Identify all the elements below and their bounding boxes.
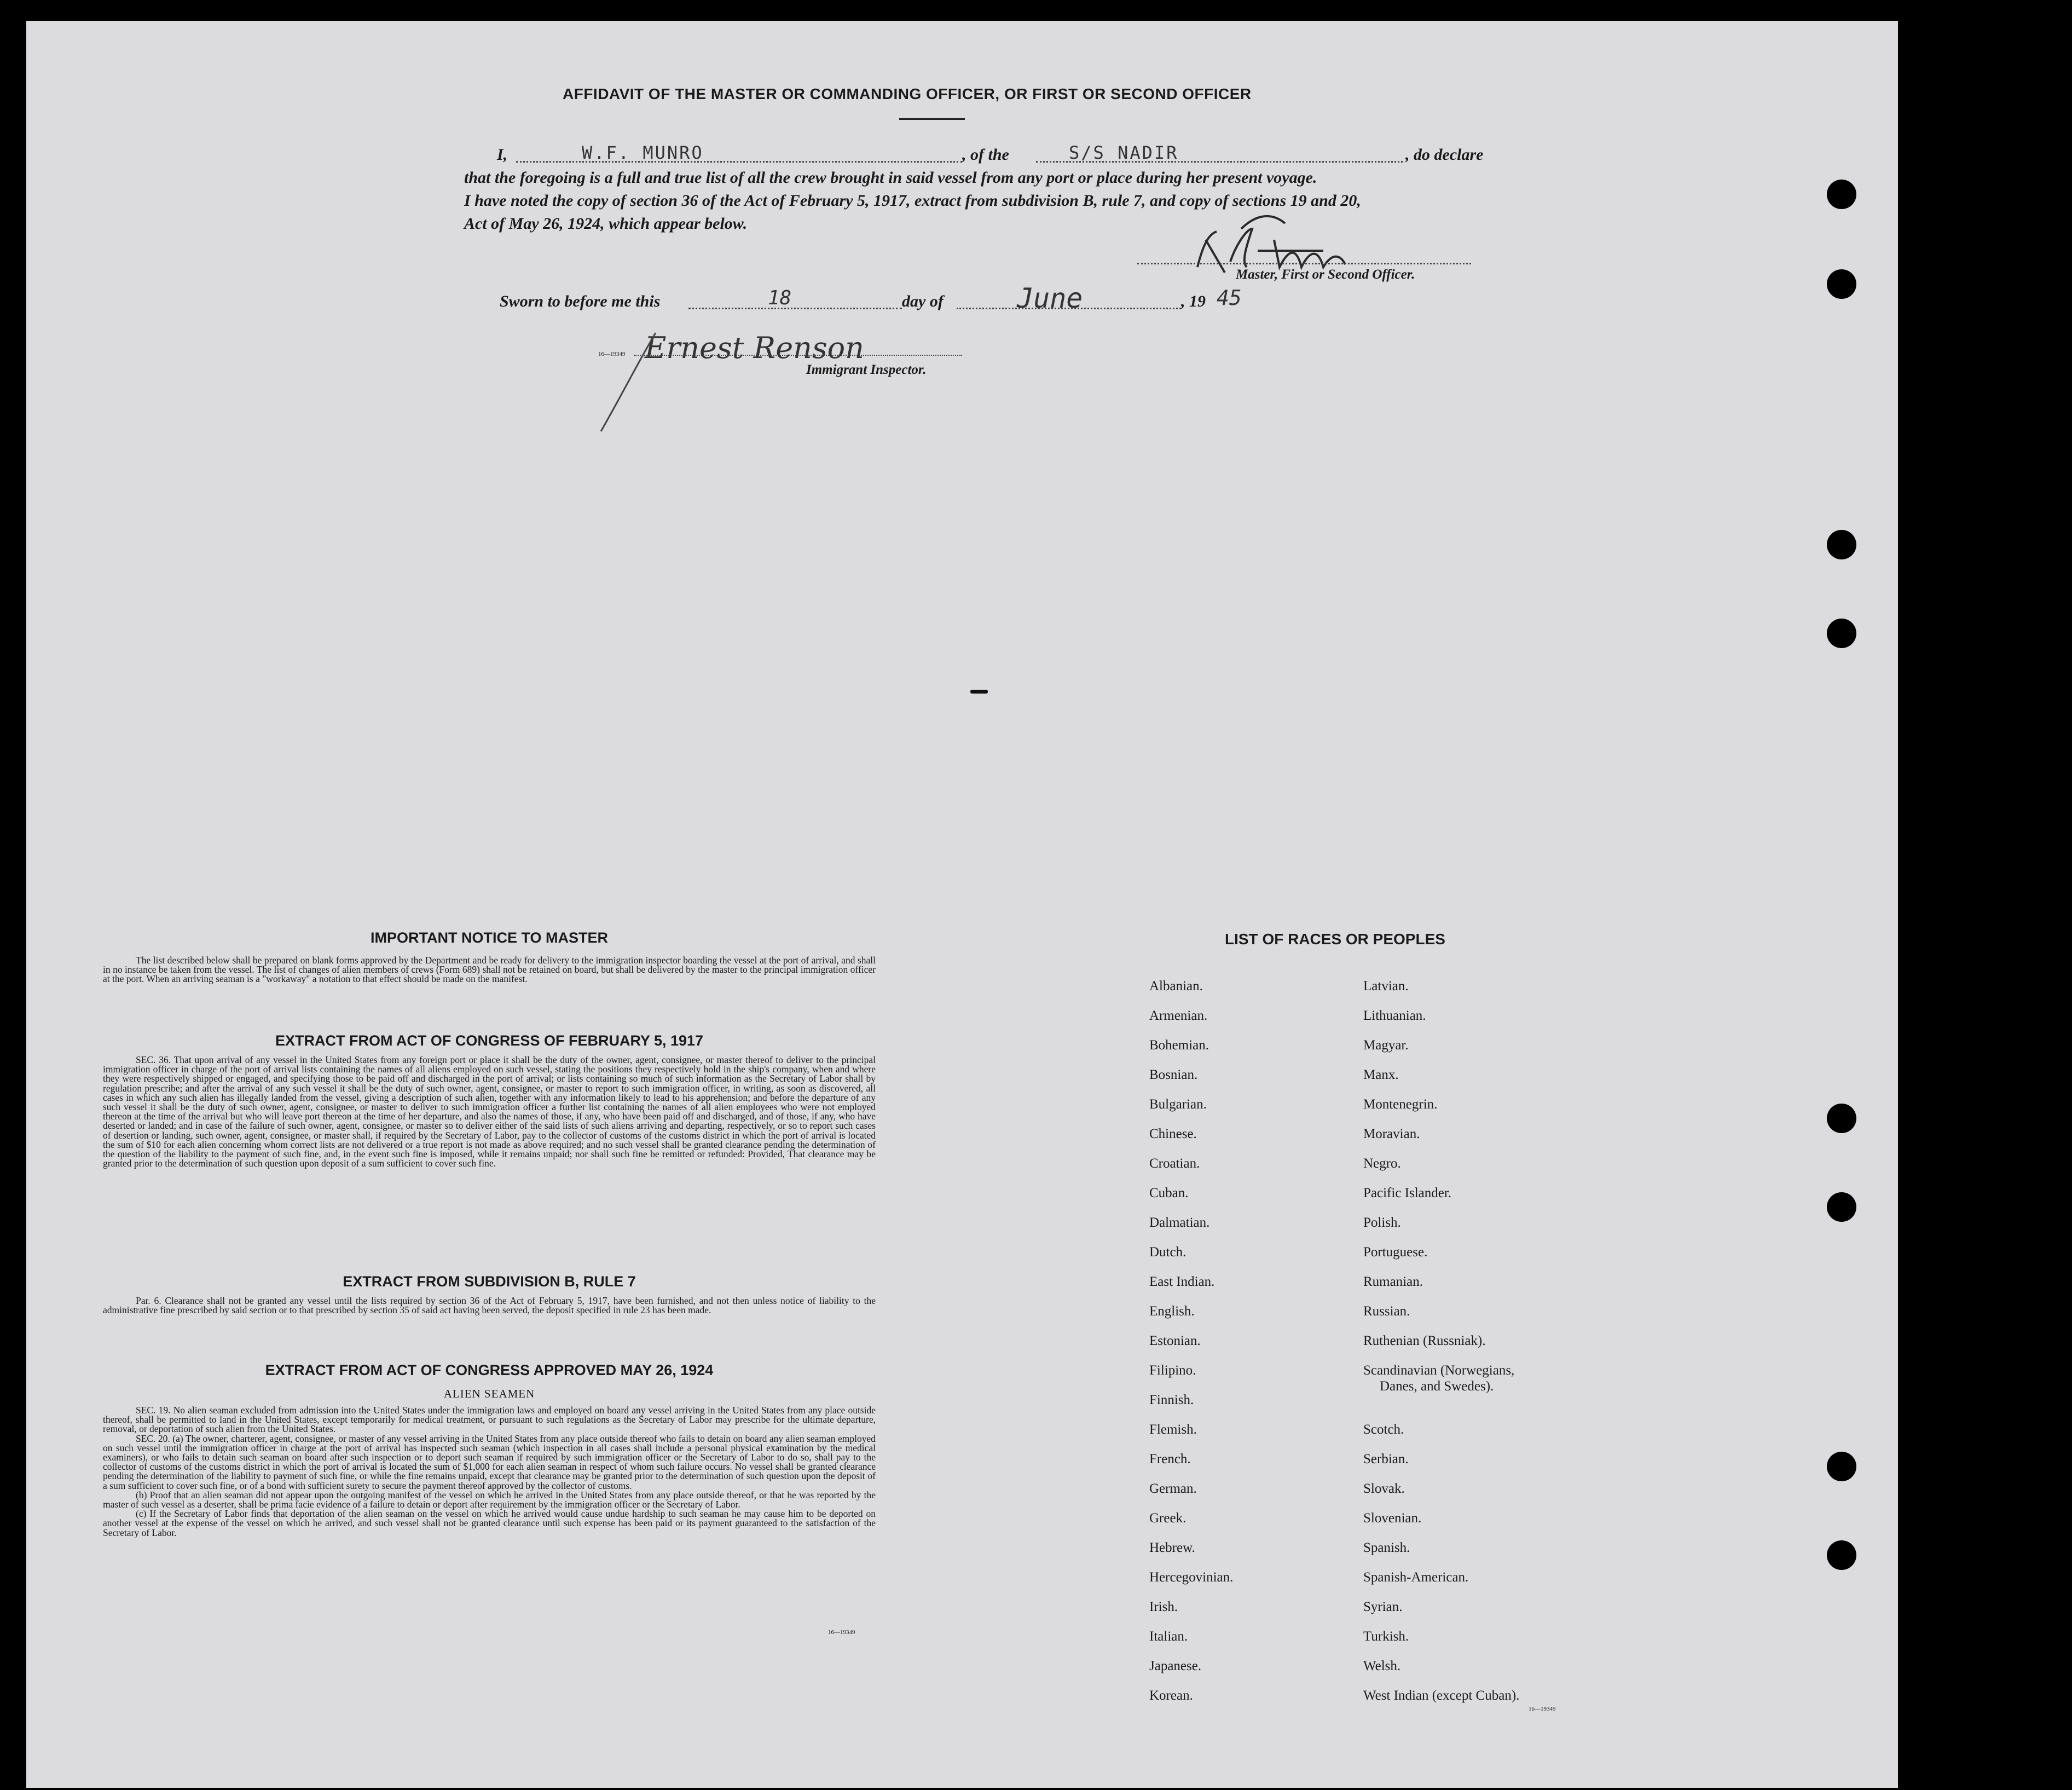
race-item: Serbian. [1363, 1452, 1409, 1466]
officer-signature-line [1137, 263, 1471, 264]
sworn-mid: day of [902, 292, 944, 310]
race-item: Slovenian. [1363, 1511, 1422, 1526]
day-underline [688, 308, 902, 309]
extract-1917-body: SEC. 36. That upon arrival of any vessel in the United States from any foreign port or place it shall be the duty of the owner, agent, consignee, or master thereof to deliver to the principal immigration officer in charge of the port of arrival lists containing the names of all aliens employed on such vessel, stating the positions they respectively hold in the ship's company, when and where they were respectively shipped or engaged, and specifying those to be paid off and discharged in the port of arrival; or lists containing so much of such information as the Secretary of Labor shall by regulation prescribe; and after the arrival of any such vessel it shall be the duty of such owner, agent, consignee, or master to report to such immigration officer, in writing, as soon as discovered, all cases in which any such alien has illegally landed from the vessel, giving a description of such alien, together with any information likely to lead to his apprehension; and before the departure of any such vessel it shall be the duty of such owner, agent, consignee, or master to deliver to such immigration officer a further list containing the names of all alien employees who were not employed thereon at the time of the arrival but who will leave port thereon at the time of her departure, and also the names of those, if any, who have been paid off and discharged, and of those, if any, who have deserted or landed; and in case of the failure of such owner, agent, consignee, or master so to deliver either of the said lists of such aliens arriving and departing, respectively, or so to report such cases of desertion or landing, such owner, agent, consignee, or master shall, if required by the Secretary of Labor, pay to the collector of customs of the customs district in which the port of arrival is located the sum of $10 for each alien concerning whom correct lists are not delivered or a true report is not made as above required; and no such vessel shall be granted clearance pending the determination of the question of the liability to the payment of such fine, and, in the event such fine is imposed, while it remains unpaid; nor shall such fine be remitted or refunded: Provided, That clearance may be granted prior to the determination of such question upon deposit of a sum sufficient to cover such fine. [103, 1054, 876, 1169]
stray-mark [970, 690, 988, 694]
race-item: Estonian. [1149, 1333, 1201, 1348]
extract-1924-subtitle: ALIEN SEAMEN [443, 1387, 535, 1400]
punch-hole [1827, 1104, 1856, 1133]
races-form-number: 16—19349 [1529, 1706, 1556, 1712]
sec20a-text: SEC. 20. (a) The owner, charterer, agent, consignee, or master of any vessel arriving in the United States from any place outside thereof who fails to detain on board any alien seaman employed on such vessel until the immigration officer in charge at the port of arrival has inspected such seaman (which inspection in all cases shall include a personal physical examination by the medical examiners), or who fails to detain such seaman on board after such inspection or to deport such seaman if required by such immigration officer or the Secretary of Labor to do so, shall pay to the collector of customs of the customs district in which the port of arrival is located the sum of $1,000 for each alien seaman in respect of whom such failure occurs. No vessel shall be granted clearance pending the determination of the liability to payment of such fine, or while the fine remains unpaid, except that clearance may be granted prior to the determination of such question upon the deposit of a sum sufficient to cover such fine, or of a bond with sufficient surety to secure the payment thereof approved by the collector of customs. [103, 1433, 876, 1491]
races-title: LIST OF RACES OR PEOPLES [1225, 931, 1445, 948]
affidavit-line2: that the foregoing is a full and true list of all the crew brought in said vessel from any port or place during her present voyage. [464, 169, 1317, 187]
race-item: Manx. [1363, 1067, 1399, 1082]
race-item: German. [1149, 1481, 1197, 1496]
race-item: Albanian. [1149, 979, 1203, 994]
punch-hole [1827, 1452, 1856, 1481]
affidavit-line3: I have noted the copy of section 36 of the Act of February 5, 1917, extract from subdivision B, rule 7, and copy of sections 19 and 20, [464, 192, 1361, 210]
race-item: Magyar. [1363, 1038, 1409, 1053]
race-item: Bohemian. [1149, 1038, 1209, 1053]
rule7-title: EXTRACT FROM SUBDIVISION B, RULE 7 [343, 1273, 636, 1290]
race-item: Bulgarian. [1149, 1097, 1207, 1112]
rule7-body: Par. 6. Clearance shall not be granted any vessel until the lists required by section 36 of the Act of February 5, 1917, have been furnished, and not then unless notice of liability to the administrative fine prescribed by said section or to that prescribed by section 35 of said act having been served, the deposit specified in rule 23 has been made. [103, 1295, 876, 1316]
affidavit-line1-prefix: I, [497, 146, 508, 164]
affidavit-line4: Act of May 26, 1924, which appear below. [464, 215, 748, 233]
race-item-continuation: Danes, and Swedes). [1380, 1379, 1494, 1394]
punch-hole [1827, 269, 1856, 299]
sec19-text: SEC. 19. No alien seaman excluded from admission into the United States under the immigration laws and employed on board any vessel arriving in the United States from any place outside thereof, shall be permitted to land in the United States, except temporarily for medical treatment, or pursuant to such regulations as the Secretary of Labor may prescribe for the ultimate departure, removal, or deportation of such alien from the United States. [103, 1405, 876, 1435]
race-item: Portuguese. [1363, 1245, 1428, 1260]
sec20c-text: (c) If the Secretary of Labor finds that deportation of the alien seaman on the vessel on which he arrived would cause undue hardship to such seaman he may cause him to be deported on another vessel at the expense of the vessel on which he arrived, and such vessel shall not be granted clearance until such expense has been paid or its payment guaranteed to the satisfaction of the Secretary of Labor. [103, 1508, 876, 1538]
race-item: Spanish-American. [1363, 1570, 1469, 1585]
race-item: Hebrew. [1149, 1540, 1195, 1555]
race-item: Ruthenian (Russniak). [1363, 1333, 1486, 1348]
sworn-month: June [1017, 282, 1083, 314]
punch-hole [1827, 180, 1856, 209]
race-item: Dutch. [1149, 1245, 1187, 1260]
affidavit-line1-suffix: , do declare [1405, 146, 1484, 164]
race-item: Latvian. [1363, 979, 1409, 994]
race-item: Dalmatian. [1149, 1215, 1210, 1230]
affidavit-line1-mid: , of the [962, 146, 1009, 164]
race-item: Polish. [1363, 1215, 1401, 1230]
race-item: Cuban. [1149, 1186, 1189, 1200]
inspector-signature-flourish [590, 327, 678, 437]
race-item: West Indian (except Cuban). [1363, 1688, 1520, 1703]
race-item: Moravian. [1363, 1127, 1420, 1141]
race-item: Syrian. [1363, 1600, 1403, 1614]
inspector-signature-line [634, 355, 962, 356]
sworn-prefix: Sworn to before me this [500, 292, 661, 310]
race-item: Bosnian. [1149, 1067, 1198, 1082]
punch-hole [1827, 1540, 1856, 1570]
extract-form-number: 16—19349 [828, 1629, 855, 1636]
race-item: English. [1149, 1304, 1195, 1319]
extract-1924-body [103, 1406, 876, 1538]
race-item: Greek. [1149, 1511, 1187, 1526]
punch-hole [1827, 530, 1856, 559]
notice-title: IMPORTANT NOTICE TO MASTER [371, 929, 608, 946]
race-item: Welsh. [1363, 1659, 1401, 1673]
race-item: Flemish. [1149, 1422, 1197, 1437]
inspector-caption: Immigrant Inspector. [806, 362, 927, 377]
sworn-day: 18 [768, 287, 792, 309]
race-item: Montenegrin. [1363, 1097, 1438, 1112]
race-item: Turkish. [1363, 1629, 1409, 1644]
race-item: French. [1149, 1452, 1191, 1466]
race-item: Lithuanian. [1363, 1008, 1426, 1023]
race-item: Negro. [1363, 1156, 1401, 1171]
vessel-name: S/S NADIR [1069, 142, 1179, 163]
officer-name: W.F. MUNRO [582, 142, 704, 163]
race-item: Spanish. [1363, 1540, 1410, 1555]
race-item: Russian. [1363, 1304, 1410, 1319]
sworn-year: 45 [1217, 286, 1242, 310]
affidavit-title: AFFIDAVIT OF THE MASTER OR COMMANDING OFFICER, OR FIRST OR SECOND OFFICER [563, 85, 1252, 102]
race-item: East Indian. [1149, 1274, 1215, 1289]
race-item: Scandinavian (Norwegians, [1363, 1363, 1515, 1378]
extract-1924-title: EXTRACT FROM ACT OF CONGRESS APPROVED MAY 26, 1924 [265, 1362, 714, 1378]
extract-1917-title: EXTRACT FROM ACT OF CONGRESS OF FEBRUARY 5, 1917 [275, 1032, 704, 1049]
race-item: Korean. [1149, 1688, 1193, 1703]
race-item: Hercegovinian. [1149, 1570, 1234, 1585]
race-item: Croatian. [1149, 1156, 1200, 1171]
document-page [26, 21, 1898, 1788]
punch-hole [1827, 619, 1856, 648]
punch-hole [1827, 1192, 1856, 1222]
race-item: Slovak. [1363, 1481, 1405, 1496]
notice-body: The list described below shall be prepared on blank forms approved by the Department and be ready for delivery to the immigration inspector boarding the vessel at the port of arrival, and shall in no instance be taken from the vessel. The list of changes of alien members of crews (Form 689) shall not be retained on board, but shall be delivered by the master to the principal immigration officer at the port. When an arriving seaman is a "workaway" a notation to that effect should be made on the manifest. [103, 955, 876, 985]
affidavit-form-number: 16—19349 [598, 351, 626, 357]
officer-caption: Master, First or Second Officer. [1236, 267, 1415, 282]
race-item: Filipino. [1149, 1363, 1196, 1378]
race-item: Armenian. [1149, 1008, 1208, 1023]
race-item: Finnish. [1149, 1393, 1194, 1407]
sworn-year-prefix: , 19 [1181, 292, 1206, 310]
race-item: Irish. [1149, 1600, 1178, 1614]
race-item: Scotch. [1363, 1422, 1404, 1437]
sec20b-text: (b) Proof that an alien seaman did not appear upon the outgoing manifest of the vessel on which he arrived in the United States from any place outside thereof, or that he was reported by the master of such vessel as a deserter, shall be prima facie evidence of a failure to detain or deport after requirement by the immigration officer or the Secretary of Labor. [103, 1489, 876, 1510]
title-rule [899, 118, 965, 120]
race-item: Japanese. [1149, 1659, 1202, 1673]
inspector-signature: Ernest Renson [645, 331, 864, 365]
race-item: Chinese. [1149, 1127, 1197, 1141]
race-item: Italian. [1149, 1629, 1188, 1644]
race-item: Pacific Islander. [1363, 1186, 1452, 1200]
race-item: Rumanian. [1363, 1274, 1423, 1289]
